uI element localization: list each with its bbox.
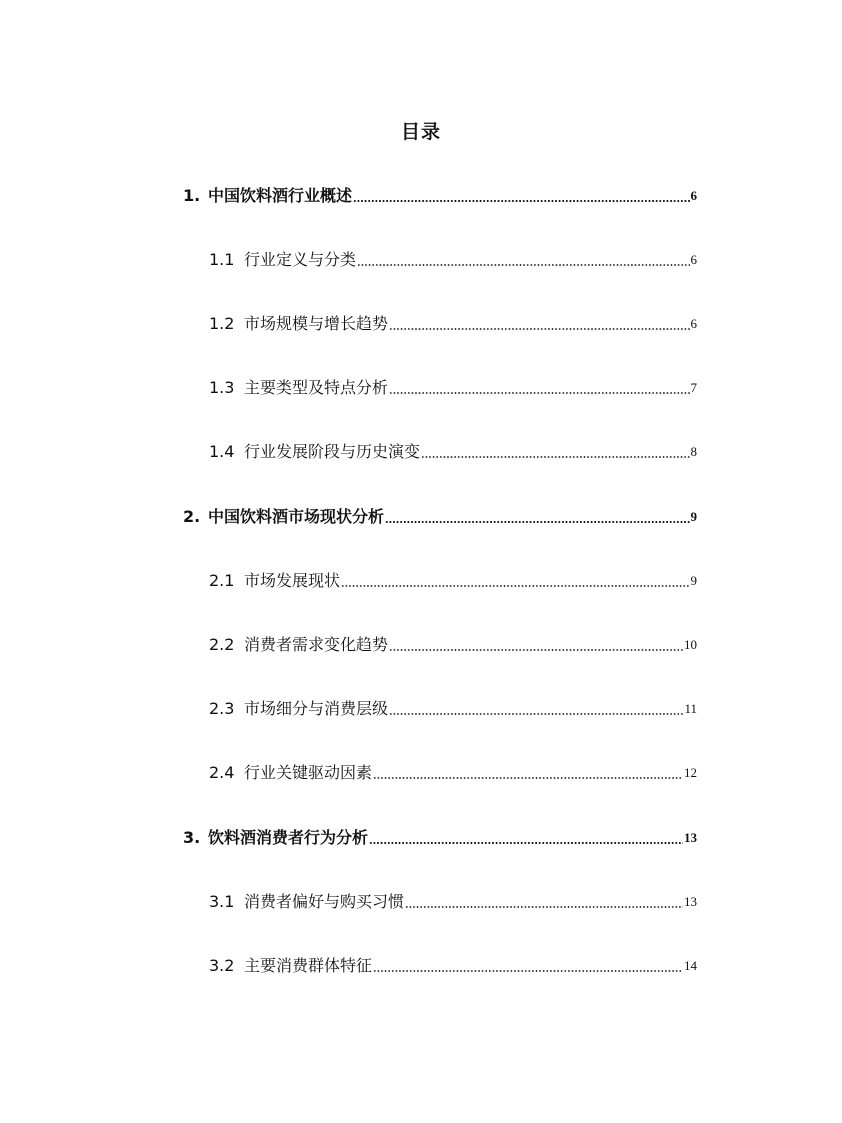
- toc-entry-title: 消费者偏好与购买习惯: [244, 892, 405, 911]
- toc-entry-2-1[interactable]: [209, 567, 697, 591]
- toc-entry-1-3[interactable]: [209, 374, 697, 398]
- dot-leader: [385, 521, 689, 523]
- toc-entry-title: 市场细分与消费层级: [244, 699, 389, 718]
- toc-entry-page-number: 8: [690, 444, 697, 459]
- toc-entry-page-number: 14: [684, 958, 697, 973]
- toc-entry-page-number: 6: [690, 316, 697, 331]
- toc-entry-3[interactable]: [183, 824, 697, 848]
- toc-entry-1-2[interactable]: [209, 310, 697, 334]
- toc-entry-3-2[interactable]: [209, 952, 697, 976]
- dot-leader: [353, 200, 689, 202]
- toc-entry-number: 2.2: [209, 635, 235, 654]
- dot-leader: [405, 906, 683, 908]
- toc-entry-number: 3.1: [209, 892, 235, 911]
- toc-entry-2-2[interactable]: [209, 631, 697, 655]
- toc-entry-1-4[interactable]: [209, 438, 697, 462]
- toc-entry-number: 2.: [183, 507, 201, 526]
- toc-entry-number: 2.4: [209, 763, 235, 782]
- dot-leader: [389, 328, 689, 330]
- dot-leader: [357, 264, 689, 266]
- toc-entry-page-number: 9: [690, 573, 697, 588]
- toc-entry-page-number: 11: [684, 701, 697, 716]
- toc-entry-page-number: 13: [684, 894, 697, 909]
- toc-entry-title: 饮料酒消费者行为分析: [208, 828, 369, 847]
- toc-entry-page-number: 12: [684, 765, 697, 780]
- dot-leader: [373, 777, 683, 779]
- toc-entry-2-3[interactable]: [209, 695, 697, 719]
- toc-entry-title: 市场规模与增长趋势: [244, 314, 389, 333]
- toc-entry-title: 主要消费群体特征: [244, 956, 373, 975]
- toc-entry-number: 1.: [183, 186, 201, 205]
- toc-entry-2[interactable]: [183, 503, 697, 527]
- toc-entry-title: 行业关键驱动因素: [244, 763, 373, 782]
- toc-entry-title: 主要类型及特点分析: [244, 378, 389, 397]
- toc-entry-number: 1.4: [209, 442, 235, 461]
- toc-entry-page-number: 6: [690, 252, 697, 267]
- toc-entry-2-4[interactable]: [209, 759, 697, 783]
- dot-leader: [389, 713, 683, 715]
- toc-entry-page-number: 6: [690, 188, 697, 203]
- toc-entry-number: 1.2: [209, 314, 235, 333]
- dot-leader: [369, 842, 683, 844]
- toc-entry-number: 3.2: [209, 956, 235, 975]
- dot-leader: [421, 456, 689, 458]
- dot-leader: [341, 585, 689, 587]
- toc-entry-number: 2.3: [209, 699, 235, 718]
- toc-entry-1[interactable]: [183, 182, 697, 206]
- toc-entry-number: 1.3: [209, 378, 235, 397]
- toc-entry-page-number: 9: [690, 509, 697, 524]
- dot-leader: [389, 392, 689, 394]
- toc-entry-page-number: 13: [684, 830, 697, 845]
- toc-entry-title: 消费者需求变化趋势: [244, 635, 389, 654]
- page-title: 目录: [400, 121, 441, 143]
- toc-entry-title: 中国饮料酒市场现状分析: [208, 507, 385, 526]
- toc-entry-title: 行业发展阶段与历史演变: [244, 442, 421, 461]
- toc-entry-number: 2.1: [209, 571, 235, 590]
- toc-entry-1-1[interactable]: [209, 246, 697, 270]
- toc-entry-title: 中国饮料酒行业概述: [208, 186, 353, 205]
- toc-entry-title: 行业定义与分类: [244, 250, 357, 269]
- toc-entry-3-1[interactable]: [209, 888, 697, 912]
- dot-leader: [389, 649, 683, 651]
- dot-leader: [373, 970, 683, 972]
- toc-entry-title: 市场发展现状: [244, 571, 341, 590]
- toc-entry-page-number: 7: [690, 380, 697, 395]
- toc-entry-number: 1.1: [209, 250, 235, 269]
- toc-entry-number: 3.: [183, 828, 201, 847]
- toc-entry-page-number: 10: [684, 637, 697, 652]
